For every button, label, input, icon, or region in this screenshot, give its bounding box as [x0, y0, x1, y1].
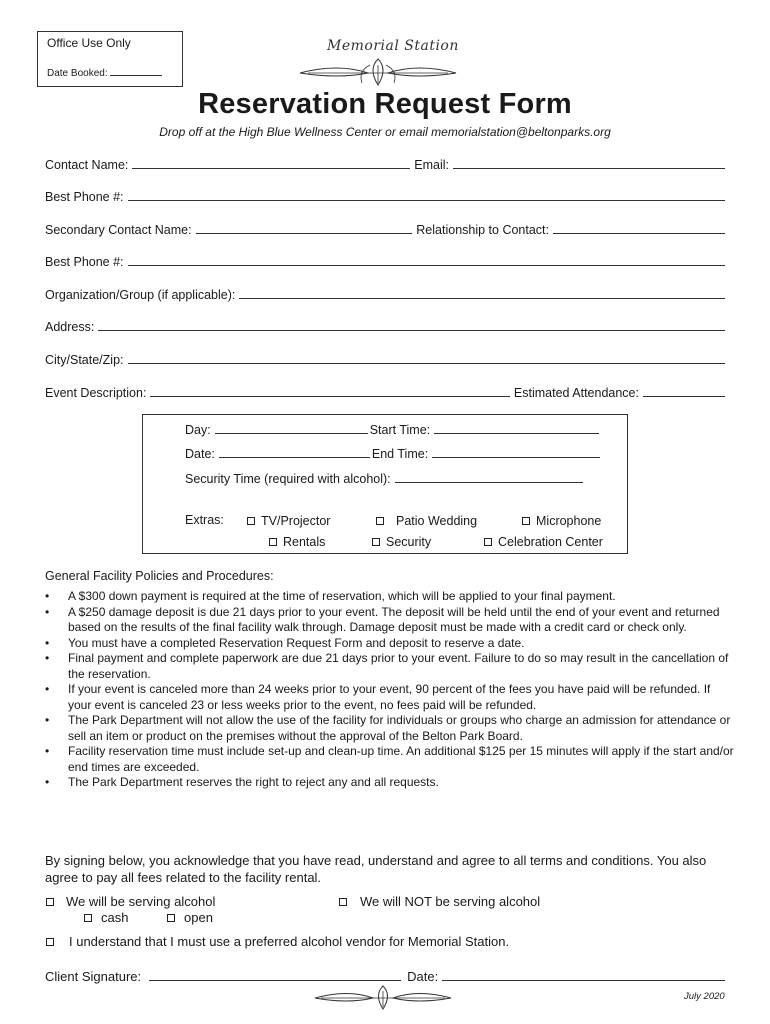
checkbox-icon[interactable]: [372, 538, 380, 546]
checkbox-icon[interactable]: [84, 914, 92, 922]
city-state-zip-field[interactable]: [128, 362, 726, 364]
date-booked-line[interactable]: [110, 67, 162, 76]
checkbox-icon[interactable]: [46, 898, 54, 906]
checkbox-icon[interactable]: [247, 517, 255, 525]
signature-row: [45, 968, 725, 984]
checkbox-icon[interactable]: [484, 538, 492, 546]
security-time-row: [185, 470, 587, 486]
office-use-title: Office Use Only: [47, 36, 131, 50]
signature-date-label: Date:: [407, 969, 439, 984]
day-label: Day:: [185, 423, 211, 437]
email-field[interactable]: [453, 167, 725, 169]
extra-rentals[interactable]: Rentals: [269, 535, 325, 549]
checkbox-icon[interactable]: [339, 898, 347, 906]
date-booked: [47, 67, 162, 79]
extras-label: Extras:: [185, 513, 224, 527]
serving-alcohol-option[interactable]: We will be serving alcohol: [46, 894, 215, 909]
security-time-field[interactable]: [395, 481, 583, 483]
address-field[interactable]: [98, 329, 725, 331]
office-use-box: [37, 31, 183, 87]
best-phone-2-label: Best Phone #:: [45, 255, 124, 269]
security-time-label: Security Time (required with alcohol):: [185, 472, 391, 486]
start-time-field[interactable]: [434, 432, 599, 434]
organization-row: [45, 286, 725, 302]
list-item: • Final payment and complete paperwork are due 21 days prior to your event. Failure to do so may result in the cancellation of the reservation.: [45, 651, 735, 682]
list-item: • The Park Department will not allow the use of the facility for individuals or groups who charge an admission for attendance or sell an item or product on the premises without the approval of the Belton Park Board.: [45, 713, 735, 744]
event-date-field[interactable]: [219, 456, 370, 458]
checkbox-icon[interactable]: [46, 938, 54, 946]
event-description-label: Event Description:: [45, 386, 147, 400]
client-signature-label: Client Signature:: [45, 969, 142, 984]
flourish-ornament-icon: [298, 57, 458, 89]
start-time-label: Start Time:: [369, 423, 431, 437]
best-phone-row: [45, 188, 725, 204]
checkbox-icon[interactable]: [376, 517, 384, 525]
extra-celebration-center[interactable]: Celebration Center: [484, 535, 603, 549]
extra-security[interactable]: Security: [372, 535, 431, 549]
date-booked-label: Date Booked:: [47, 68, 108, 79]
contact-email-row: [45, 156, 725, 172]
flourish-ornament-icon: [313, 984, 453, 1012]
checkbox-icon[interactable]: [167, 914, 175, 922]
list-item: • The Park Department reserves the right to reject any and all requests.: [45, 775, 735, 791]
relationship-label: Relationship to Contact:: [416, 223, 549, 237]
best-phone-label: Best Phone #:: [45, 190, 124, 204]
signature-date-field[interactable]: [442, 979, 725, 981]
revision-date: July 2020: [684, 991, 725, 1002]
city-state-zip-row: [45, 351, 725, 367]
not-serving-alcohol-option[interactable]: We will NOT be serving alcohol: [339, 894, 540, 909]
secondary-contact-field[interactable]: [196, 232, 413, 234]
best-phone-2-field[interactable]: [128, 264, 725, 266]
cash-option[interactable]: cash: [84, 910, 128, 925]
list-item: • A $250 damage deposit is due 21 days prior to your event. The deposit will be held until the end of your event and returned based on the results of the final facility walk through. Damage deposit must be made with a credit card or check only.: [45, 605, 735, 636]
best-phone-field[interactable]: [128, 199, 725, 201]
list-item: • Facility reservation time must include set-up and clean-up time. An additional $125 per 15 minutes will apply if the start and/or end times are exceeded.: [45, 744, 735, 775]
contact-name-field[interactable]: [132, 167, 410, 169]
secondary-contact-label: Secondary Contact Name:: [45, 223, 192, 237]
estimated-attendance-field[interactable]: [643, 395, 725, 397]
city-state-zip-label: City/State/Zip:: [45, 353, 124, 367]
organization-label: Organization/Group (if applicable):: [45, 288, 236, 302]
vendor-acknowledgement-option[interactable]: I understand that I must use a preferred alcohol vendor for Memorial Station.: [46, 934, 509, 949]
best-phone-2-row: [45, 253, 725, 269]
checkbox-icon[interactable]: [522, 517, 530, 525]
list-item: • A $300 down payment is required at the time of reservation, which will be applied to your final payment.: [45, 589, 735, 605]
open-option[interactable]: open: [167, 910, 213, 925]
secondary-contact-row: [45, 221, 725, 237]
organization-field[interactable]: [239, 297, 725, 299]
policies-heading: General Facility Policies and Procedures:: [45, 569, 274, 583]
event-description-field[interactable]: [150, 395, 509, 397]
logo-text: Memorial Station: [327, 38, 459, 54]
end-time-field[interactable]: [432, 456, 600, 458]
extra-patio-wedding[interactable]: Patio Wedding: [376, 514, 477, 528]
email-label: Email:: [414, 158, 449, 172]
policies-list: [45, 589, 735, 791]
list-item: • If your event is canceled more than 24 weeks prior to your event, 90 percent of the fees you have paid will be refunded. If your event is canceled 23 or less weeks prior to the event, no fees paid will be refunded.: [45, 682, 735, 713]
day-start-row: [185, 421, 603, 437]
estimated-attendance-label: Estimated Attendance:: [513, 386, 639, 400]
client-signature-field[interactable]: [149, 979, 401, 981]
address-row: [45, 318, 725, 334]
acknowledgement-text: By signing below, you acknowledge that you have read, understand and agree to all terms and conditions. You also agree to pay all fees related to the facility rental.: [45, 853, 707, 885]
end-time-label: End Time:: [371, 447, 429, 461]
page-title: Reservation Request Form: [198, 88, 572, 120]
contact-name-label: Contact Name:: [45, 158, 129, 172]
extra-microphone[interactable]: Microphone: [522, 514, 601, 528]
list-item: • You must have a completed Reservation Request Form and deposit to reserve a date.: [45, 636, 735, 652]
day-field[interactable]: [215, 432, 368, 434]
relationship-field[interactable]: [553, 232, 725, 234]
checkbox-icon[interactable]: [269, 538, 277, 546]
event-description-row: [45, 384, 725, 400]
date-end-row: [185, 445, 604, 461]
page-subtitle: Drop off at the High Blue Wellness Center or email memorialstation@beltonparks.org: [159, 125, 611, 139]
extra-tv-projector[interactable]: TV/Projector: [247, 514, 330, 528]
event-date-label: Date:: [185, 447, 215, 461]
address-label: Address:: [45, 320, 95, 334]
